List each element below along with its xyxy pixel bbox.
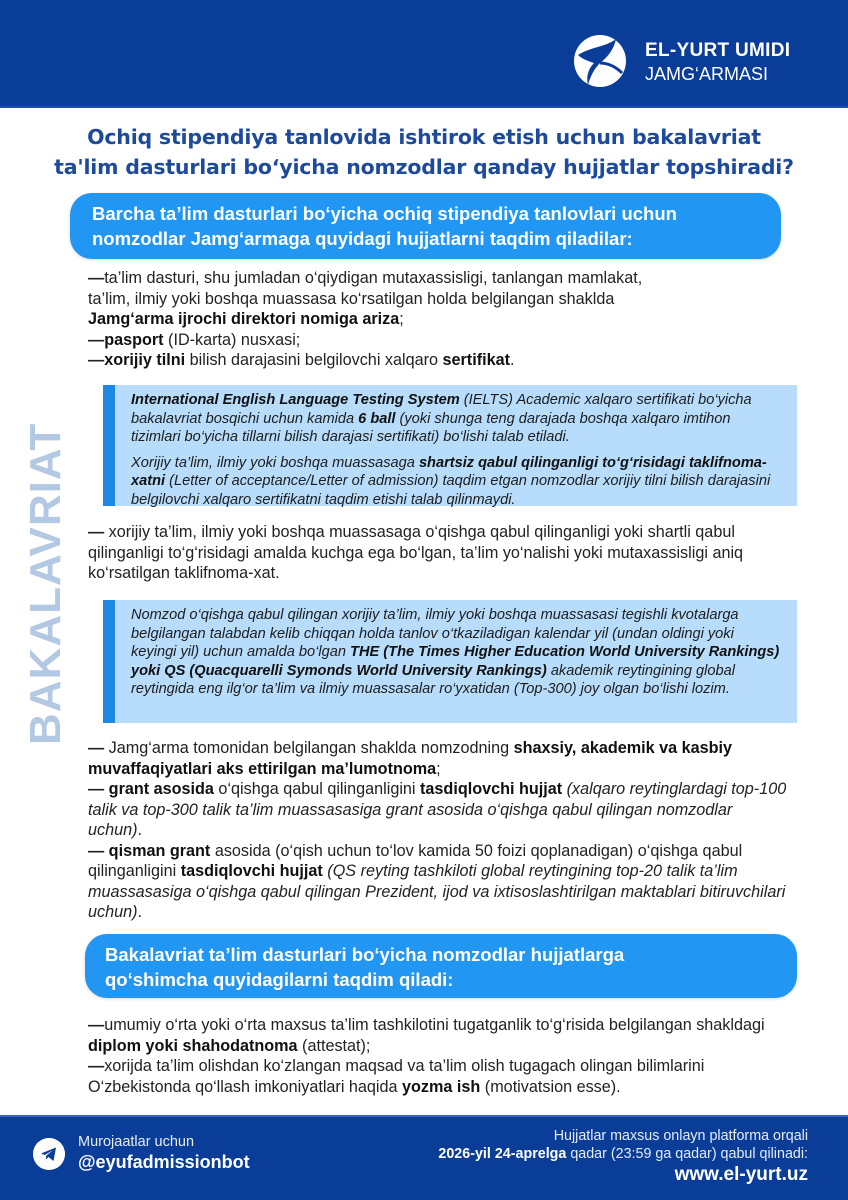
website-link[interactable]: www.el-yurt.uz xyxy=(674,1164,808,1185)
section2-heading-line1: Bakalavriat ta’lim dasturlari bo‘yicha nomzodlar hujjatlarga xyxy=(105,944,625,965)
callout-paragraph: Nomzod o‘qishga qabul qilingan xorijiy ta’lim, ilmiy yoki boshqa muassasasi tegishli kvotalarga belgilangan talabdan kelib chiqqan holda tanlov o‘tkaziladigan kalendar yil (undan oldingi yoki keyingi yil) uchun amalda bo‘lgan THE (The Times Higher Education World University Rankings) yoki QS (Quacquarelli Symonds World University Rankings) akademik reytingining global reytingida eng ilg‘or ta’lim va ilmiy muassasalar ro‘yxatidan (Top-300) joy olgan bo‘lishi lozim. xyxy=(131,607,780,697)
document-list-2 xyxy=(88,522,768,584)
deadline-date: 2026-yil 24-aprelga xyxy=(438,1146,567,1162)
ielts-callout xyxy=(103,385,797,506)
brand-name xyxy=(645,40,790,86)
list-item: —ta’lim dasturi, shu jumladan o‘qiydigan mutaxassisligi, tanlangan mamlakat, ta’lim, ilmiy yoki boshqa muassasa ko‘rsatilgan holda belgilangan shaklda Jamg‘arma ijrochi direktori nomiga ariza; xyxy=(88,269,643,328)
list-item: — Jamg‘arma tomonidan belgilangan shaklda nomzodning shaxsiy, akademik va kasbiy muvaffaqiyatlari aks ettirilgan ma’lumotnoma; xyxy=(88,739,733,778)
deadline-line1: Hujjatlar maxsus onlayn platforma orqali xyxy=(553,1128,808,1144)
dash-bullet: — xyxy=(88,330,105,349)
title-line1: Ochiq stipendiya tanlovida ishtirok etish uchun bakalavriat xyxy=(87,125,761,149)
list-item: — qisman grant asosida (o‘qish uchun to‘lov kamida 50 foizi qoplanadigan) o‘qishga qabul qilinganligini tasdiqlovchi hujjat (QS reyting tashkiloti global reytingining top-20 talik ta’lim muassasasiga o‘qishga qabul qilingan Prezident, ijod va ixtisoslashtirilgan maktablari bitiruvchilari uchun). xyxy=(88,841,786,921)
ranking-callout xyxy=(103,600,797,723)
telegram-bot-link[interactable]: @eyufadmissionbot xyxy=(78,1152,250,1172)
list-item: — xorijiy ta’lim, ilmiy yoki boshqa muassasaga o‘qishga qabul qilinganligi yoki shartli qabul qilinganligi to‘g‘risidagi amalda kuchga ega bo‘lgan, ta’lim yo‘nalishi yoki mutaxassisligi aniq ko‘rsatilgan taklifnoma-xat. xyxy=(88,523,744,582)
document-list-3 xyxy=(88,738,788,923)
title-line2: ta'lim dasturlari boʻyicha nomzodlar qanday hujjatlar topshiradi? xyxy=(54,155,794,179)
callout-paragraph: International English Language Testing System (IELTS) Academic xalqaro sertifikati bo‘yicha bakalavriat bosqichi uchun kamida 6 ball (yoki shunga teng darajada boshqa xalqaro imtihon tizimlari bo‘yicha tillarni bilish darajasi sertifikati) bo‘lishi talab etiladi. xyxy=(131,392,752,445)
dash-bullet: — xyxy=(88,523,105,541)
dash-bullet: — xyxy=(88,780,105,798)
deadline-line2: 2026-yil 24-aprelga qadar (23:59 ga qadar) qabul qilinadi: xyxy=(438,1146,808,1162)
callout-paragraph: Xorijiy ta’lim, ilmiy yoki boshqa muassasaga shartsiz qabul qilinganligi to‘g‘risidagi taklifnoma-xatni (Letter of acceptance/Letter of admission) taqdim etgan nomzodlar xorijiy tilni bilish darajasini belgilovchi xalqaro sertifikatni taqdim etishi talab qilinmaydi. xyxy=(131,454,771,508)
dash-bullet: — xyxy=(88,739,105,757)
swallow-globe-icon xyxy=(572,33,628,89)
list-item: —pasport (ID-karta) nusxasi; xyxy=(88,330,301,349)
contact-label: Murojaatlar uchun xyxy=(78,1134,195,1150)
list-item: —xorijda ta’lim olishdan ko‘zlangan maqsad va ta’lim olish tugagach olingan bilimlarini O‘zbekistonda qo‘llash imkoniyatlari haqida yozma ish (motivatsion esse). xyxy=(88,1057,705,1096)
brand-line2: JAMG‘ARMASI xyxy=(645,64,769,84)
dash-bullet: — xyxy=(88,841,105,860)
section1-heading-line1: Barcha ta’lim dasturlari bo‘yicha ochiq stipendiya tanlovlari uchun xyxy=(92,203,677,224)
list-item: —umumiy o‘rta yoki o‘rta maxsus ta’lim tashkilotini tugatganlik to‘g‘risida belgilangan shakldagi diplom yoki shahodatnoma (attestat); xyxy=(88,1016,765,1055)
section2-heading xyxy=(85,934,797,998)
document-list-1 xyxy=(88,268,768,371)
section1-heading-line2: nomzodlar Jamg‘armaga quyidagi hujjatlarni taqdim qiladilar: xyxy=(92,228,633,249)
telegram-icon[interactable] xyxy=(33,1138,65,1170)
deadline-info xyxy=(438,1127,808,1187)
brand-line1: EL-YURT UMIDI xyxy=(645,40,791,61)
list-item: — grant asosida o‘qishga qabul qilinganligini tasdiqlovchi hujjat (xalqaro reytinglardagi top-100 talik va top-300 talik ta’lim muassasasiga grant asosida o‘qishga qabul qilingan nomzodlar uchun). xyxy=(88,780,787,839)
document-list-4 xyxy=(88,1015,808,1097)
section2-heading-line2: qo‘shimcha quyidagilarni taqdim qiladi: xyxy=(105,969,454,990)
contact-info xyxy=(78,1133,250,1173)
dash-bullet: — xyxy=(88,269,105,287)
list-item: —xorijiy tilni bilish darajasini belgilovchi xalqaro sertifikat. xyxy=(88,351,515,369)
page-title xyxy=(0,122,848,182)
dash-bullet: — xyxy=(88,1057,105,1075)
section1-heading xyxy=(70,193,781,259)
dash-bullet: — xyxy=(88,1016,105,1034)
dash-bullet: — xyxy=(88,351,105,369)
side-label-bakalavriat: BAKALAVRIAT xyxy=(21,422,70,745)
